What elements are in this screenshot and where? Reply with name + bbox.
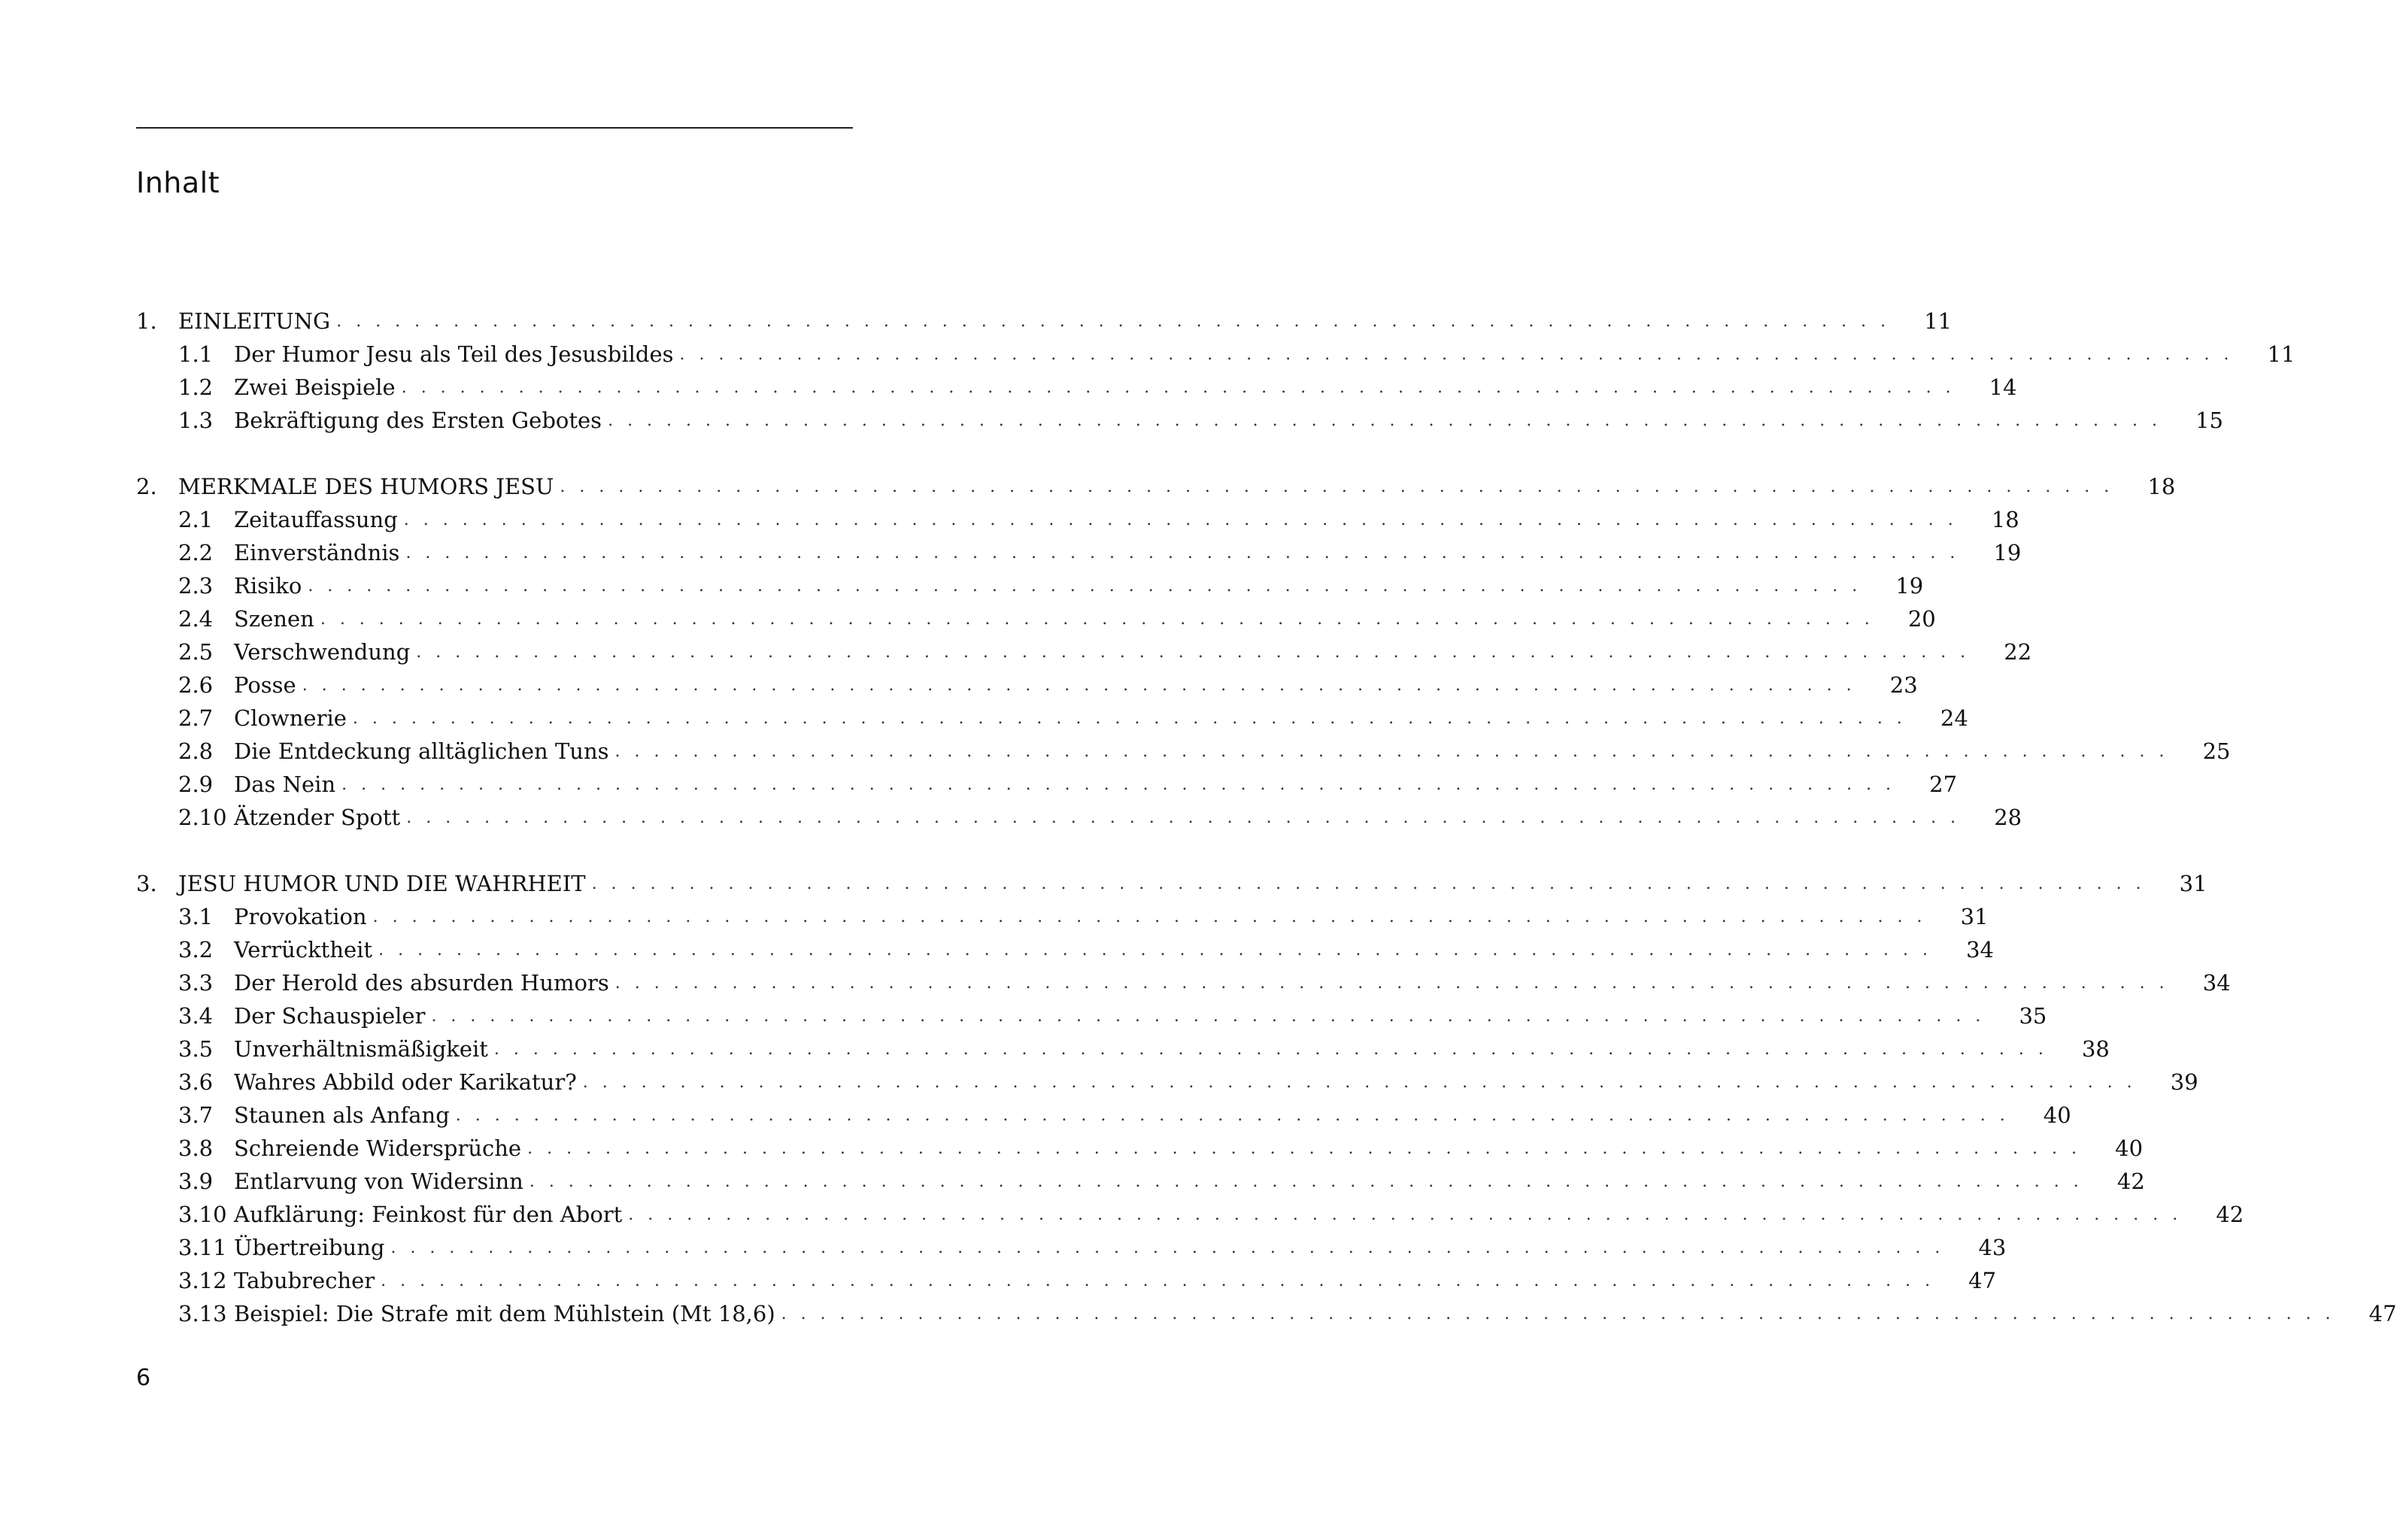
entry-page-number: 28 <box>1994 805 2022 830</box>
entry-title: Posse <box>234 672 296 698</box>
toc-entry[interactable] <box>136 1132 2144 1165</box>
entry-title: Die Entdeckung alltäglichen Tuns <box>234 738 609 764</box>
entry-title: Bekräftigung des Ersten Gebotes <box>234 408 602 433</box>
entry-title: Unverhältnismäßigkeit <box>234 1036 488 1062</box>
dot-leader: . . . . . . . . . . . . . . . . . . . . . . . . . . . . . . . . . . . . . . . . . . . . . . . . . . . . . . . . . . . . . . . . . . . . . . . . . . . . . . . . <box>336 311 1891 331</box>
toc-entry[interactable] <box>136 933 1995 966</box>
dot-leader: . . . . . . . . . . . . . . . . . . . . . . . . . . . . . . . . . . . . . . . . . . . . . . . . . . . . . . . . . . . . . . . . . . . . . . . . . . . . . . . . <box>381 1271 1935 1290</box>
toc-entry[interactable] <box>136 404 2223 437</box>
dot-leader: . . . . . . . . . . . . . . . . . . . . . . . . . . . . . . . . . . . . . . . . . . . . . . . . . . . . . . . . . . . . . . . . . . . . . . . . . . . . . . . . <box>416 642 1971 662</box>
entry-number: 3.3 <box>178 970 214 996</box>
entry-number: 2.2 <box>178 540 214 565</box>
toc-chapter-entry[interactable] <box>136 867 2207 900</box>
dot-leader: . . . . . . . . . . . . . . . . . . . . . . . . . . . . . . . . . . . . . . . . . . . . . . . . . . . . . . . . . . . . . . . . . . . . . . . . . . . . . . . . <box>320 609 1874 629</box>
entry-title: Schreiende Widersprüche <box>234 1135 522 1161</box>
entry-page-number: 42 <box>2116 1169 2145 1194</box>
entry-title: Tabubrecher <box>234 1268 375 1293</box>
entry-number: 1. <box>136 308 157 334</box>
entry-page-number: 19 <box>1895 573 1924 599</box>
entry-title: Clownerie <box>234 705 347 731</box>
entry-number: 3.10 <box>178 1202 227 1227</box>
toc-entry[interactable] <box>136 1099 2071 1132</box>
entry-page-number: 35 <box>2019 1003 2047 1029</box>
toc-section <box>136 867 2397 1330</box>
entry-title: Der Herold des absurden Humors <box>234 970 609 996</box>
entry-number: 3.8 <box>178 1135 214 1161</box>
entry-page-number: 40 <box>2043 1102 2071 1128</box>
dot-leader: . . . . . . . . . . . . . . . . . . . . . . . . . . . . . . . . . . . . . . . . . . . . . . . . . . . . . . . . . . . . . . . . . . . . . . . . . . . . . . . . <box>372 907 1927 926</box>
dot-leader: . . . . . . . . . . . . . . . . . . . . . . . . . . . . . . . . . . . . . . . . . . . . . . . . . . . . . . . . . . . . . . . . . . . . . . . . . . . . . . . . <box>614 973 2169 993</box>
entry-number: 3.1 <box>178 904 214 929</box>
dot-leader: . . . . . . . . . . . . . . . . . . . . . . . . . . . . . . . . . . . . . . . . . . . . . . . . . . . . . . . . . . . . . . . . . . . . . . . . . . . . . . . . <box>390 1238 1945 1257</box>
toc-entry[interactable] <box>136 1231 2007 1264</box>
entry-title: MERKMALE DES HUMORS JESU <box>178 474 554 499</box>
entry-title: EINLEITUNG <box>178 308 331 334</box>
dot-leader: . . . . . . . . . . . . . . . . . . . . . . . . . . . . . . . . . . . . . . . . . . . . . . . . . . . . . . . . . . . . . . . . . . . . . . . . . . . . . . . . <box>591 874 2146 893</box>
dot-leader: . . . . . . . . . . . . . . . . . . . . . . . . . . . . . . . . . . . . . . . . . . . . . . . . . . . . . . . . . . . . . . . . . . . . . . . . . . . . . . . . <box>308 576 1862 596</box>
entry-page-number: 18 <box>2147 474 2176 499</box>
top-rule <box>136 127 853 129</box>
entry-page-number: 11 <box>1924 308 1952 334</box>
toc-entry[interactable] <box>136 569 1924 602</box>
entry-page-number: 15 <box>2195 408 2223 433</box>
toc-entry[interactable] <box>136 702 1968 735</box>
entry-page-number: 42 <box>2216 1202 2244 1227</box>
entry-page-number: 23 <box>1889 672 1918 698</box>
entry-number: 2.9 <box>178 772 214 797</box>
entry-page-number: 31 <box>2179 871 2207 896</box>
toc-entry[interactable] <box>136 801 2022 834</box>
entry-page-number: 40 <box>2115 1135 2144 1161</box>
dot-leader: . . . . . . . . . . . . . . . . . . . . . . . . . . . . . . . . . . . . . . . . . . . . . . . . . . . . . . . . . . . . . . . . . . . . . . . . . . . . . . . . <box>405 543 1960 562</box>
toc-chapter-entry[interactable] <box>136 470 2176 503</box>
entry-page-number: 47 <box>1968 1268 1997 1293</box>
entry-number: 1.1 <box>178 341 214 367</box>
dot-leader: . . . . . . . . . . . . . . . . . . . . . . . . . . . . . . . . . . . . . . . . . . . . . . . . . . . . . . . . . . . . . . . . . . . . . . . . . . . . . . . . <box>302 675 1856 695</box>
entry-page-number: 24 <box>1940 705 1968 731</box>
entry-page-number: 14 <box>1989 374 2017 400</box>
entry-title: Verschwendung <box>234 639 411 665</box>
entry-number: 1.2 <box>178 374 214 400</box>
toc-entry[interactable] <box>136 1032 2110 1066</box>
entry-title: Übertreibung <box>234 1235 385 1260</box>
entry-title: Der Humor Jesu als Teil des Jesusbildes <box>234 341 674 367</box>
dot-leader: . . . . . . . . . . . . . . . . . . . . . . . . . . . . . . . . . . . . . . . . . . . . . . . . . . . . . . . . . . . . . . . . . . . . . . . . . . . . . . . . <box>582 1072 2137 1092</box>
toc-entry[interactable] <box>136 768 1958 801</box>
toc-chapter-entry[interactable] <box>136 305 1952 338</box>
toc-entry[interactable] <box>136 999 2047 1032</box>
entry-page-number: 22 <box>2004 639 2032 665</box>
toc-entry[interactable] <box>136 1297 2397 1330</box>
toc-entry[interactable] <box>136 503 2019 536</box>
dot-leader: . . . . . . . . . . . . . . . . . . . . . . . . . . . . . . . . . . . . . . . . . . . . . . . . . . . . . . . . . . . . . . . . . . . . . . . . . . . . . . . . <box>529 1172 2083 1191</box>
entry-title: Das Nein <box>234 772 336 797</box>
entry-page-number: 20 <box>1907 606 1936 632</box>
dot-leader: . . . . . . . . . . . . . . . . . . . . . . . . . . . . . . . . . . . . . . . . . . . . . . . . . . . . . . . . . . . . . . . . . . . . . . . . . . . . . . . . <box>781 1304 2335 1323</box>
dot-leader: . . . . . . . . . . . . . . . . . . . . . . . . . . . . . . . . . . . . . . . . . . . . . . . . . . . . . . . . . . . . . . . . . . . . . . . . . . . . . . . . <box>401 377 1956 397</box>
dot-leader: . . . . . . . . . . . . . . . . . . . . . . . . . . . . . . . . . . . . . . . . . . . . . . . . . . . . . . . . . . . . . . . . . . . . . . . . . . . . . . . . <box>608 411 2162 430</box>
entry-title: JESU HUMOR UND DIE WAHRHEIT <box>178 871 586 896</box>
entry-number: 2.8 <box>178 738 214 764</box>
entry-number: 2.3 <box>178 573 214 599</box>
entry-title: Aufklärung: Feinkost für den Abort <box>234 1202 623 1227</box>
dot-leader: . . . . . . . . . . . . . . . . . . . . . . . . . . . . . . . . . . . . . . . . . . . . . . . . . . . . . . . . . . . . . . . . . . . . . . . . . . . . . . . . <box>403 510 1958 529</box>
entry-number: 3.12 <box>178 1268 227 1293</box>
dot-leader: . . . . . . . . . . . . . . . . . . . . . . . . . . . . . . . . . . . . . . . . . . . . . . . . . . . . . . . . . . . . . . . . . . . . . . . . . . . . . . . . <box>378 940 1933 959</box>
entry-page-number: 47 <box>2368 1301 2397 1326</box>
dot-leader: . . . . . . . . . . . . . . . . . . . . . . . . . . . . . . . . . . . . . . . . . . . . . . . . . . . . . . . . . . . . . . . . . . . . . . . . . . . . . . . . <box>560 477 2114 496</box>
entry-title: Verrücktheit <box>234 937 373 962</box>
dot-leader: . . . . . . . . . . . . . . . . . . . . . . . . . . . . . . . . . . . . . . . . . . . . . . . . . . . . . . . . . . . . . . . . . . . . . . . . . . . . . . . . <box>406 808 1961 827</box>
entry-title: Der Schauspieler <box>234 1003 426 1029</box>
dot-leader: . . . . . . . . . . . . . . . . . . . . . . . . . . . . . . . . . . . . . . . . . . . . . . . . . . . . . . . . . . . . . . . . . . . . . . . . . . . . . . . . <box>614 741 2169 761</box>
toc-entry[interactable] <box>136 735 2231 768</box>
toc-entry[interactable] <box>136 635 2032 668</box>
entry-page-number: 27 <box>1929 772 1958 797</box>
toc-section <box>136 470 2231 834</box>
entry-page-number: 31 <box>1960 904 1989 929</box>
toc-entry[interactable] <box>136 900 1989 933</box>
entry-number: 2.6 <box>178 672 214 698</box>
entry-number: 2.4 <box>178 606 214 632</box>
entry-number: 2.10 <box>178 805 227 830</box>
toc-entry[interactable] <box>136 1066 2198 1099</box>
entry-page-number: 25 <box>2202 738 2231 764</box>
entry-page-number: 34 <box>1966 937 1995 962</box>
toc-entry[interactable] <box>136 1165 2145 1198</box>
entry-number: 3.5 <box>178 1036 214 1062</box>
entry-number: 3.13 <box>178 1301 227 1326</box>
toc-section <box>136 305 2295 437</box>
entry-title: Ätzender Spott <box>234 805 401 830</box>
entry-title: Provokation <box>234 904 367 929</box>
entry-number: 3. <box>136 871 157 896</box>
entry-number: 2.5 <box>178 639 214 665</box>
entry-title: Wahres Abbild oder Karikatur? <box>234 1069 577 1095</box>
toc-entry[interactable] <box>136 1198 2244 1231</box>
entry-number: 3.9 <box>178 1169 214 1194</box>
entry-number: 3.2 <box>178 937 214 962</box>
dot-leader: . . . . . . . . . . . . . . . . . . . . . . . . . . . . . . . . . . . . . . . . . . . . . . . . . . . . . . . . . . . . . . . . . . . . . . . . . . . . . . . . <box>493 1039 2048 1059</box>
entry-title: Beispiel: Die Strafe mit dem Mühlstein (Mt 18,6) <box>234 1301 775 1326</box>
entry-page-number: 34 <box>2202 970 2231 996</box>
page-title: Inhalt <box>136 166 220 199</box>
entry-title: Einverständnis <box>234 540 400 565</box>
entry-title: Zwei Beispiele <box>234 374 396 400</box>
entry-title: Staunen als Anfang <box>234 1102 450 1128</box>
entry-number: 2.1 <box>178 507 214 532</box>
entry-title: Entlarvung von Widersinn <box>234 1169 523 1194</box>
dot-leader: . . . . . . . . . . . . . . . . . . . . . . . . . . . . . . . . . . . . . . . . . . . . . . . . . . . . . . . . . . . . . . . . . . . . . . . . . . . . . . . . <box>628 1205 2183 1224</box>
dot-leader: . . . . . . . . . . . . . . . . . . . . . . . . . . . . . . . . . . . . . . . . . . . . . . . . . . . . . . . . . . . . . . . . . . . . . . . . . . . . . . . . <box>455 1105 2010 1125</box>
toc-entry[interactable] <box>136 371 2017 404</box>
entry-number: 3.6 <box>178 1069 214 1095</box>
page-number: 6 <box>136 1365 151 1391</box>
toc-entry[interactable] <box>136 536 2022 569</box>
entry-number: 3.7 <box>178 1102 214 1128</box>
entry-page-number: 39 <box>2170 1069 2198 1095</box>
table-of-contents <box>136 305 2397 1363</box>
entry-title: Zeitauffassung <box>234 507 398 532</box>
dot-leader: . . . . . . . . . . . . . . . . . . . . . . . . . . . . . . . . . . . . . . . . . . . . . . . . . . . . . . . . . . . . . . . . . . . . . . . . . . . . . . . . <box>679 344 2234 364</box>
entry-title: Szenen <box>234 606 314 632</box>
toc-entry[interactable] <box>136 338 2295 371</box>
entry-number: 1.3 <box>178 408 214 433</box>
entry-page-number: 38 <box>2081 1036 2110 1062</box>
toc-entry[interactable] <box>136 1264 1997 1297</box>
dot-leader: . . . . . . . . . . . . . . . . . . . . . . . . . . . . . . . . . . . . . . . . . . . . . . . . . . . . . . . . . . . . . . . . . . . . . . . . . . . . . . . . <box>527 1138 2082 1158</box>
entry-page-number: 43 <box>1978 1235 2007 1260</box>
dot-leader: . . . . . . . . . . . . . . . . . . . . . . . . . . . . . . . . . . . . . . . . . . . . . . . . . . . . . . . . . . . . . . . . . . . . . . . . . . . . . . . . <box>341 775 1896 794</box>
entry-page-number: 18 <box>1991 507 2019 532</box>
entry-page-number: 11 <box>2267 341 2295 367</box>
entry-number: 3.4 <box>178 1003 214 1029</box>
toc-entry[interactable] <box>136 602 1936 635</box>
dot-leader: . . . . . . . . . . . . . . . . . . . . . . . . . . . . . . . . . . . . . . . . . . . . . . . . . . . . . . . . . . . . . . . . . . . . . . . . . . . . . . . . <box>352 708 1907 728</box>
dot-leader: . . . . . . . . . . . . . . . . . . . . . . . . . . . . . . . . . . . . . . . . . . . . . . . . . . . . . . . . . . . . . . . . . . . . . . . . . . . . . . . . <box>431 1006 1986 1026</box>
entry-number: 2.7 <box>178 705 214 731</box>
toc-entry[interactable] <box>136 668 1918 702</box>
entry-number: 2. <box>136 474 157 499</box>
entry-number: 3.11 <box>178 1235 227 1260</box>
toc-entry[interactable] <box>136 966 2231 999</box>
entry-title: Risiko <box>234 573 302 599</box>
entry-page-number: 19 <box>1993 540 2022 565</box>
